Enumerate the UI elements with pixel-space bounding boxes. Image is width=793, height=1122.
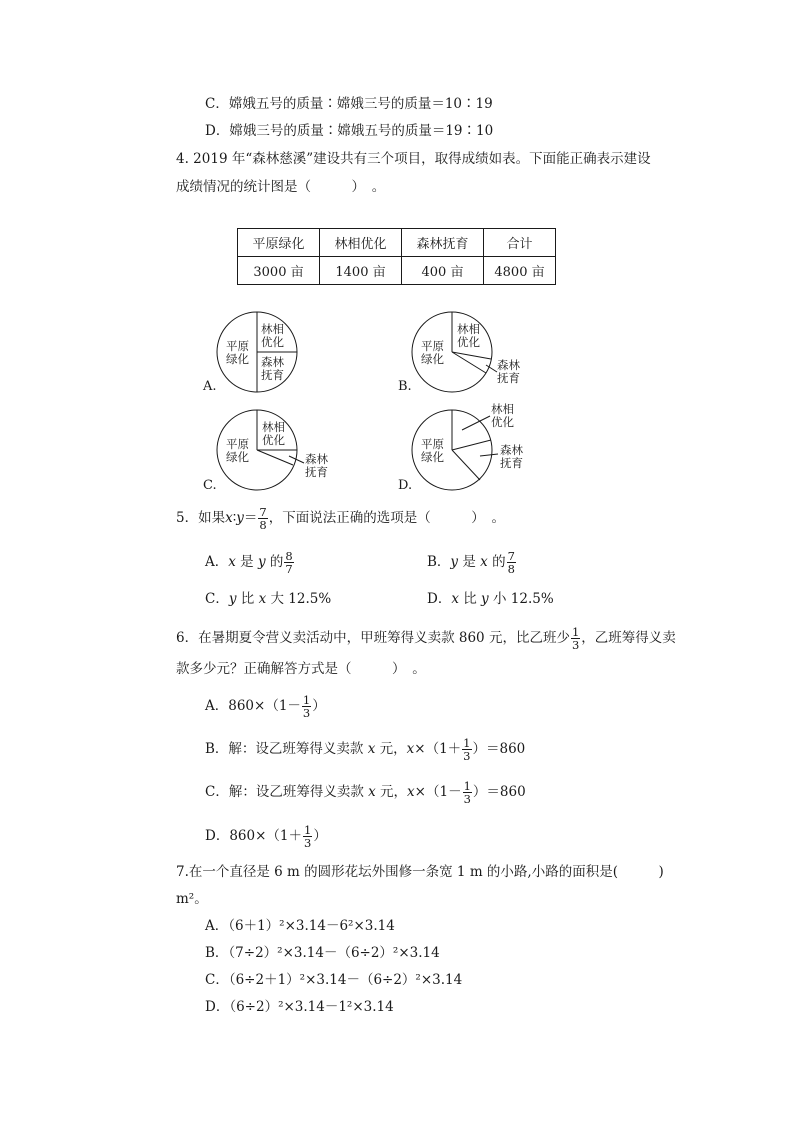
pie-c-label-linxiang-1: 林相 xyxy=(262,420,285,434)
table-header-cell: 森林抚育 xyxy=(402,229,484,257)
pie-d-label-pingyuan-2: 绿化 xyxy=(421,450,444,464)
q6-text: 6．在暑期夏令营义卖活动中，甲班筹得义卖款 860 元，比乙班少 xyxy=(176,630,570,646)
pie-b-label-linxiang-2: 优化 xyxy=(457,335,480,349)
q6-option-a-fraction xyxy=(302,694,311,719)
option-text: 元， xyxy=(375,741,407,757)
pie-b-label-linxiang-1: 林相 xyxy=(457,322,480,336)
pie-c-label-senlin-1: 森林 xyxy=(305,452,328,466)
option-text: ） xyxy=(312,698,326,714)
q4-results-table xyxy=(237,228,556,285)
pie-a-label-senlin-1: 森林 xyxy=(261,355,284,369)
fraction-numerator: 7 xyxy=(259,505,267,519)
option-var: y xyxy=(481,591,489,607)
pie-a-label-linxiang-2: 优化 xyxy=(261,335,284,349)
q3-option-d: D．嫦娥三号的质量∶嫦娥五号的质量＝19∶10 xyxy=(205,123,494,139)
option-prefix: C． xyxy=(205,591,229,607)
option-var: y xyxy=(228,591,237,607)
option-text: 小 12.5% xyxy=(488,591,554,607)
option-var: x xyxy=(480,554,488,570)
pie-d-label-linxiang-2: 优化 xyxy=(491,415,514,429)
fraction-numerator: 1 xyxy=(304,823,312,837)
option-text: 元， xyxy=(375,784,408,800)
q5-option-c xyxy=(205,590,331,608)
q7-option-c: C．（6÷2＋1）²×3.14－（6÷2）²×3.14 xyxy=(205,972,463,988)
pie-a-label-linxiang-1: 林相 xyxy=(261,322,284,336)
q7-option-d: D．（6÷2）²×3.14－1²×3.14 xyxy=(205,999,394,1015)
q7-stem-line1: 7.在一个直径是 6 m 的圆形花坛外围修一条宽 1 m 的小路,小路的面积是( ) xyxy=(176,864,664,880)
q5-var-y: y xyxy=(236,510,244,526)
q4-stem-line2: 成绩情况的统计图是（ ） 。 xyxy=(176,179,386,195)
q5-option-b-fraction xyxy=(507,550,516,575)
q5-stem xyxy=(176,506,505,531)
fraction-denominator: 3 xyxy=(463,792,471,806)
q6-option-c-fraction xyxy=(463,780,472,805)
option-prefix: B． xyxy=(427,554,451,570)
fraction-numerator: 1 xyxy=(302,693,311,707)
option-text: B．解：设乙班筹得义卖款 xyxy=(205,741,368,757)
option-text: ）＝860 xyxy=(472,784,526,800)
q5-option-a xyxy=(205,550,295,575)
pie-option-d-label: D. xyxy=(398,478,413,493)
fraction-denominator: 8 xyxy=(507,562,515,576)
q5-option-d xyxy=(427,590,554,608)
pie-d-label-senlin-2: 抚育 xyxy=(500,456,523,470)
option-text: ×（1＋ xyxy=(414,741,462,757)
pie-d-label-linxiang-1: 林相 xyxy=(491,402,514,416)
option-text: 是 xyxy=(235,554,258,570)
pie-chart-a xyxy=(205,305,315,404)
q6-option-b xyxy=(205,737,525,762)
pie-b-label-senlin-2: 抚育 xyxy=(497,371,520,385)
option-text: 的 xyxy=(265,554,284,570)
q6-option-c xyxy=(205,780,526,805)
pie-a-label-pingyuan-2: 绿化 xyxy=(226,352,249,366)
pie-c-label-linxiang-2: 优化 xyxy=(262,433,285,447)
q6-option-a xyxy=(205,694,326,719)
option-text: 是 xyxy=(458,554,481,570)
q5-eq: ＝ xyxy=(243,510,258,526)
fraction-numerator: 8 xyxy=(285,549,293,563)
fraction-numerator: 1 xyxy=(463,736,471,750)
q5-fraction xyxy=(258,506,267,531)
pie-option-c-label: C. xyxy=(203,478,217,493)
option-var: x xyxy=(367,741,376,757)
pie-option-b-label: B. xyxy=(398,379,412,394)
table-cell: 3000 亩 xyxy=(238,257,320,285)
option-text: ）＝860 xyxy=(472,741,526,757)
table-header-cell: 合计 xyxy=(484,229,556,257)
pie-chart-b xyxy=(400,305,540,404)
q7-stem-line2: m²。 xyxy=(176,891,208,907)
fraction-denominator: 3 xyxy=(302,706,311,720)
option-text: D．860×（1＋ xyxy=(205,828,302,844)
table-row xyxy=(238,257,556,285)
table-cell: 1400 亩 xyxy=(320,257,402,285)
fraction-denominator: 7 xyxy=(285,562,293,576)
option-text: ×（1－ xyxy=(414,784,462,800)
pie-c-label-senlin-2: 抚育 xyxy=(305,465,328,479)
pie-b-label-pingyuan-1: 平原 xyxy=(421,339,444,353)
q6-option-d xyxy=(205,824,327,849)
table-cell: 4800 亩 xyxy=(484,257,556,285)
q5-option-b xyxy=(427,550,517,575)
q5-option-a-fraction xyxy=(284,550,293,575)
fraction-numerator: 7 xyxy=(507,549,515,563)
fraction-denominator: 3 xyxy=(571,638,580,652)
option-var: y xyxy=(450,554,459,570)
fraction-denominator: 8 xyxy=(259,518,267,532)
table-header-cell: 林相优化 xyxy=(320,229,402,257)
table-row xyxy=(238,229,556,257)
q4-stem-line1: 4. 2019 年“森林慈溪”建设共有三个项目，取得成绩如表。下面能正确表示建设 xyxy=(176,151,651,167)
option-var: x xyxy=(407,784,415,800)
option-text: 比 xyxy=(236,591,259,607)
q5-suffix: ，下面说法正确的选项是（ ） 。 xyxy=(268,510,505,526)
fraction-denominator: 3 xyxy=(463,749,471,763)
fraction-numerator: 1 xyxy=(463,779,471,793)
q5-var-x: x xyxy=(225,510,233,526)
table-header-cell: 平原绿化 xyxy=(238,229,320,257)
fraction-denominator: 3 xyxy=(304,836,312,850)
option-var: x xyxy=(368,784,376,800)
pie-option-a-label: A. xyxy=(203,379,217,394)
option-var: x xyxy=(451,591,459,607)
option-text: 比 xyxy=(458,591,482,607)
pie-a-label-senlin-2: 抚育 xyxy=(261,368,284,382)
pie-chart-d xyxy=(400,398,540,502)
option-var: x xyxy=(228,554,236,570)
option-prefix: A． xyxy=(205,554,229,570)
pie-a-label-pingyuan-1: 平原 xyxy=(226,339,249,353)
pie-c-label-pingyuan-1: 平原 xyxy=(226,437,249,451)
q6-stem-line2: 款多少元？正确解答方式是（ ） 。 xyxy=(176,661,426,677)
q7-option-a: A．（6＋1）²×3.14－6²×3.14 xyxy=(205,918,395,934)
q6-text-end: ，乙班筹得义卖 xyxy=(581,630,676,646)
pie-b-label-senlin-1: 森林 xyxy=(497,358,520,372)
option-text: 大 12.5% xyxy=(266,591,332,607)
option-var: x xyxy=(406,741,415,757)
q3-option-c: C．嫦娥五号的质量∶嫦娥三号的质量＝10∶19 xyxy=(205,96,493,112)
q5-colon: ∶ xyxy=(232,510,237,526)
option-text: C．解：设乙班筹得义卖款 xyxy=(205,784,369,800)
q6-option-d-fraction xyxy=(303,824,312,849)
q7-option-b: B．（7÷2）²×3.14－（6÷2）²×3.14 xyxy=(205,945,440,961)
q6-stem-line1 xyxy=(176,626,676,651)
pie-chart-c xyxy=(205,403,345,502)
option-var: x xyxy=(258,591,267,607)
pie-b-label-pingyuan-2: 绿化 xyxy=(421,352,444,366)
pie-d-label-pingyuan-1: 平原 xyxy=(421,437,444,451)
q5-prefix: 5．如果 xyxy=(176,510,226,526)
option-text: 的 xyxy=(487,554,506,570)
option-var: y xyxy=(257,554,266,570)
option-text: A．860×（1－ xyxy=(205,698,301,714)
q6-option-b-fraction xyxy=(462,737,471,762)
option-prefix: D． xyxy=(427,591,452,607)
pie-c-label-pingyuan-2: 绿化 xyxy=(226,450,249,464)
pie-d-label-senlin-1: 森林 xyxy=(500,443,523,457)
option-text: ） xyxy=(313,828,327,844)
q6-fraction xyxy=(571,626,580,651)
table-cell: 400 亩 xyxy=(402,257,484,285)
fraction-numerator: 1 xyxy=(571,625,580,639)
